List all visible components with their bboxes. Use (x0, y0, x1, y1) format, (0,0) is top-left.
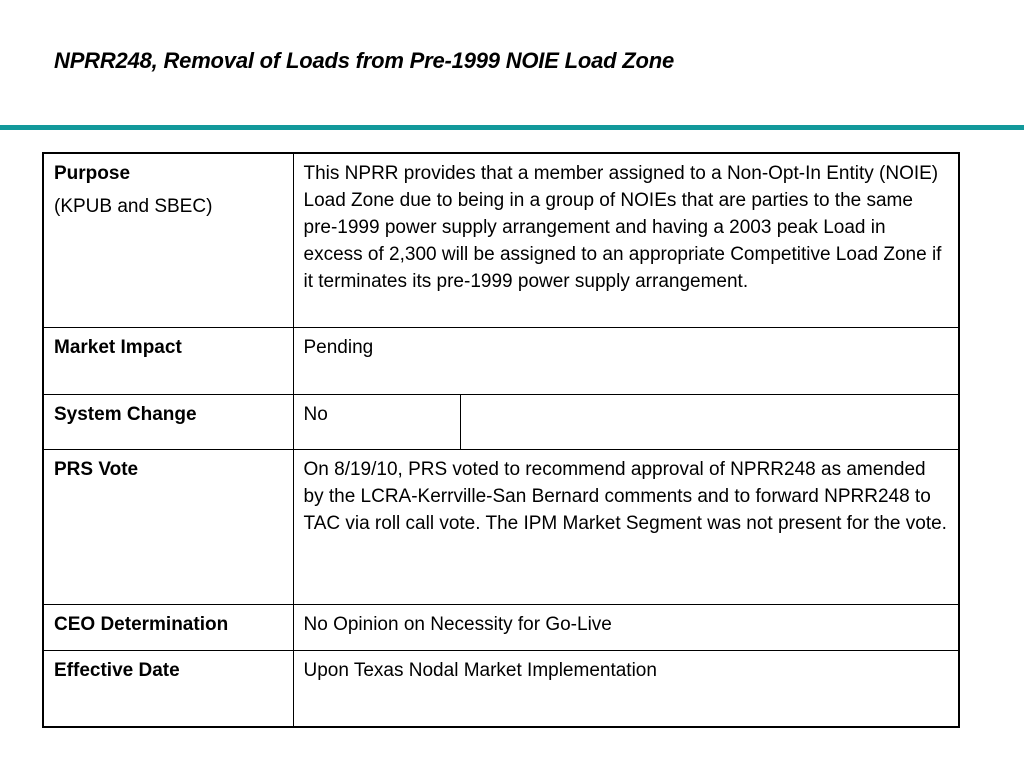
slide-title: NPRR248, Removal of Loads from Pre-1999 NOIE Load Zone (54, 48, 675, 73)
prs-vote-label: PRS Vote (43, 449, 293, 604)
purpose-sublabel: (KPUB and SBEC) (54, 196, 213, 217)
ceo-determination-label: CEO Determination (43, 604, 293, 650)
ceo-determination-value: No Opinion on Necessity for Go-Live (293, 604, 959, 650)
prs-vote-value: On 8/19/10, PRS voted to recommend approval of NPRR248 as amended by the LCRA-Kerrville-San Bernard comments and to forward NPRR248 to TAC via roll call vote. The IPM Market Segment was not present for the vote. (293, 449, 959, 604)
purpose-label-cell (43, 153, 293, 327)
purpose-label: Purpose (54, 163, 131, 184)
table-row-effective-date (43, 650, 959, 727)
purpose-value: This NPRR provides that a member assigned to a Non-Opt-In Entity (NOIE) Load Zone due to being in a group of NOIEs that are parties to the same pre-1999 power supply arrangement and having a 2003 peak Load in excess of 2,300 will be assigned to an appropriate Competitive Load Zone if it terminates its pre-1999 power supply arrangement. (293, 153, 959, 327)
effective-date-label: Effective Date (43, 650, 293, 727)
table-row-ceo-determination (43, 604, 959, 650)
nprr-summary-table (42, 152, 960, 728)
system-change-extra-cell (460, 394, 959, 449)
table-row-prs-vote (43, 449, 959, 604)
market-impact-value: Pending (293, 327, 959, 394)
table-row-system-change (43, 394, 959, 449)
system-change-value: No (293, 394, 460, 449)
effective-date-value: Upon Texas Nodal Market Implementation (293, 650, 959, 727)
title-divider (0, 125, 1024, 130)
table-row-purpose (43, 153, 959, 327)
system-change-label: System Change (43, 394, 293, 449)
table-row-market-impact (43, 327, 959, 394)
market-impact-label: Market Impact (43, 327, 293, 394)
